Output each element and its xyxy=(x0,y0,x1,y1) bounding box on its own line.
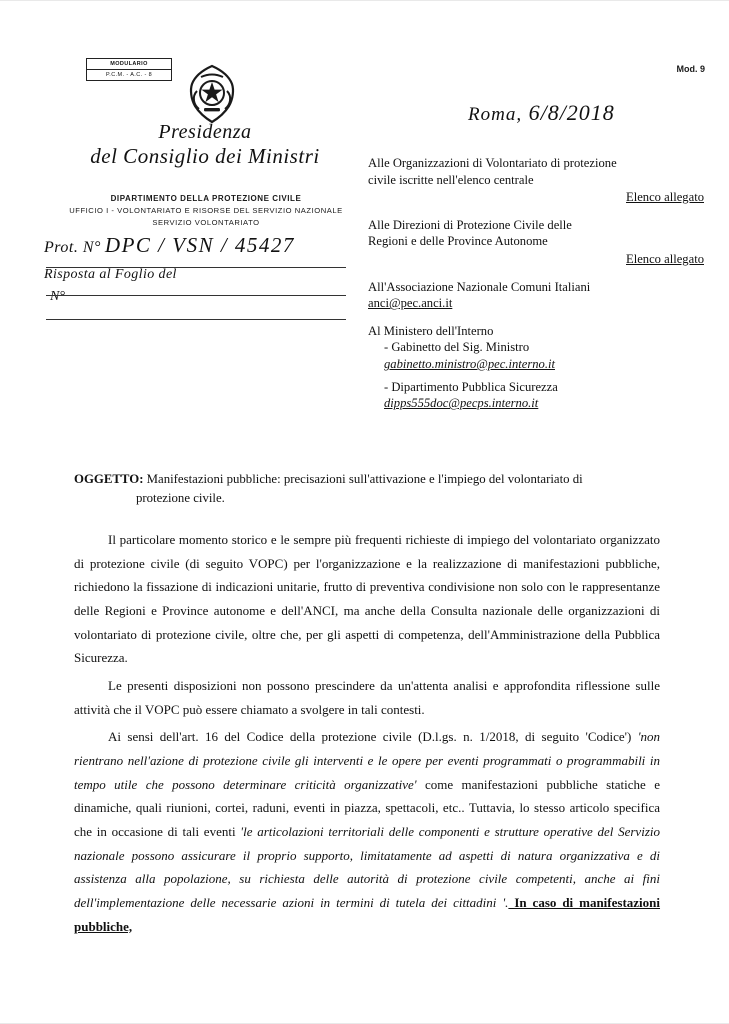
subject-block xyxy=(74,470,660,507)
addressee-line: All'Associazione Nazionale Comuni Italiani xyxy=(368,279,591,294)
subject-label: OGGETTO: xyxy=(74,472,144,486)
department-line1: DIPARTIMENTO DELLA PROTEZIONE CIVILE xyxy=(110,194,302,203)
addressee-email[interactable]: anci@pec.anci.it xyxy=(368,296,453,311)
paragraph-3 xyxy=(74,725,660,938)
modulario-line1: MODULARIO xyxy=(110,61,148,67)
reply-underline xyxy=(46,295,346,296)
institution-title-line2: del Consiglio dei Ministri xyxy=(90,144,320,168)
protocol-underline xyxy=(46,267,346,268)
addressee-group xyxy=(368,155,704,206)
addressee-line: Regioni e delle Province Autonome xyxy=(368,234,548,249)
paragraph-1: Il particolare momento storico e le sempre più frequenti richieste di impiego del volontariato organizzato di protezione civile (di seguito VOPC) per l'organizzazione e la realizzazione di manifestazioni pubbliche, richiedono la fissazione di indicazioni unitarie, frutto di preventiva condivisione non solo con le rappresentanze delle Regioni e Province autonome e dell'ANCI, ma anche della Consulta nazionale delle organizzazioni di volontariato di protezione civile, oltre che, per gli aspetti di competenza, dell'Amministrazione della Pubblica Sicurezza. xyxy=(74,532,660,666)
date-value: 6/8/2018 xyxy=(528,100,615,125)
emblem-of-italy-icon xyxy=(183,63,241,125)
addressee-email[interactable]: gabinetto.ministro@pec.interno.it xyxy=(384,357,555,372)
date-city: Roma, xyxy=(468,104,523,125)
paragraph-3-quote-1: 'non rientrano nell'azione di protezione civile gli interventi e le opere per eventi programmati o programmabili in tempo utile che possono determinare criticità organizzative' xyxy=(74,729,660,792)
addressee-line: Alle Organizzazioni di Volontariato di protezione xyxy=(368,156,617,170)
addressee-group xyxy=(368,279,704,312)
reply-number-row xyxy=(50,289,364,305)
protocol-value: DPC / VSN / 45427 xyxy=(104,233,295,257)
reply-number-label: N° xyxy=(50,289,65,304)
institution-title-line1: Presidenza xyxy=(158,121,252,143)
protocol-block xyxy=(44,233,364,305)
paragraph-2: Le presenti disposizioni non possono prescindere da un'attenta analisi e approfondita riflessione sulle attività che il VOPC può essere chiamato a svolgere in tali contesti. xyxy=(74,677,660,717)
department-lines xyxy=(46,193,366,229)
modulario-line2: P.C.M. - A.C. - 8 xyxy=(87,69,171,79)
paragraph-3-part-a: Ai sensi dell'art. 16 del Codice della protezione civile (D.l.gs. n. 1/2018, di seguito 'Codice') xyxy=(108,729,638,745)
reply-row xyxy=(44,267,364,283)
addressee-line: civile iscritte nell'elenco centrale xyxy=(368,172,534,187)
paragraph-3-part-b: come manifestazioni pubbliche statiche e dinamiche, quali riunioni, cortei, raduni, eventi in piazza, spettacoli, etc.. Tuttavia, lo stesso articolo specifica che in occasione di tali eventi xyxy=(74,776,660,839)
reply-number-underline xyxy=(46,319,346,320)
body-text xyxy=(74,528,660,942)
reply-label: Risposta al Foglio del xyxy=(44,267,177,282)
addressee-attachment-note: Elenco allegato xyxy=(626,252,704,267)
addressee-line: Alle Direzioni di Protezione Civile delle xyxy=(368,217,572,232)
protocol-row xyxy=(44,233,364,258)
addressee-attachment-note: Elenco allegato xyxy=(626,190,704,205)
modulario-box xyxy=(86,58,172,81)
addressee-block xyxy=(368,155,704,423)
subject-text-line2: protezione civile. xyxy=(136,490,225,505)
addressee-email[interactable]: dipps555doc@pecps.interno.it xyxy=(384,396,539,411)
addressee-group xyxy=(368,217,704,268)
paragraph-3-quote-2: 'le articolazioni territoriali delle componenti e strutture operative del Servizio nazionale possono assicurare il proprio supporto, limitatamente ad aspetti di natura organizzativa e di assistenza alla popolazione, su richiesta delle autorità di protezione civile competenti, anche ai fini dell'implementazione delle necessarie azioni in termini di tutela dei cittadini '. xyxy=(74,823,660,910)
addressee-suboffice: - Gabinetto del Sig. Ministro xyxy=(384,340,530,355)
mod-number: Mod. 9 xyxy=(676,64,705,74)
subject-text-line1: Manifestazioni pubbliche: precisazioni sull'attivazione e l'impiego del volontariato di xyxy=(146,472,583,486)
addressee-suboffice: - Dipartimento Pubblica Sicurezza xyxy=(384,379,558,394)
paragraph-3-emphasis: In caso di manifestazioni pubbliche, xyxy=(74,894,661,934)
addressee-line: Al Ministero dell'Interno xyxy=(368,323,494,338)
addressee-group xyxy=(368,323,704,412)
department-line2: UFFICIO I - VOLONTARIATO E RISORSE DEL SERVIZIO NAZIONALE xyxy=(69,206,343,216)
scan-edge xyxy=(0,0,729,1)
institution-title xyxy=(60,122,350,167)
department-line3: SERVIZIO VOLONTARIATO xyxy=(152,218,260,228)
date-stamp xyxy=(468,100,615,126)
protocol-label: Prot. N° xyxy=(44,239,101,256)
